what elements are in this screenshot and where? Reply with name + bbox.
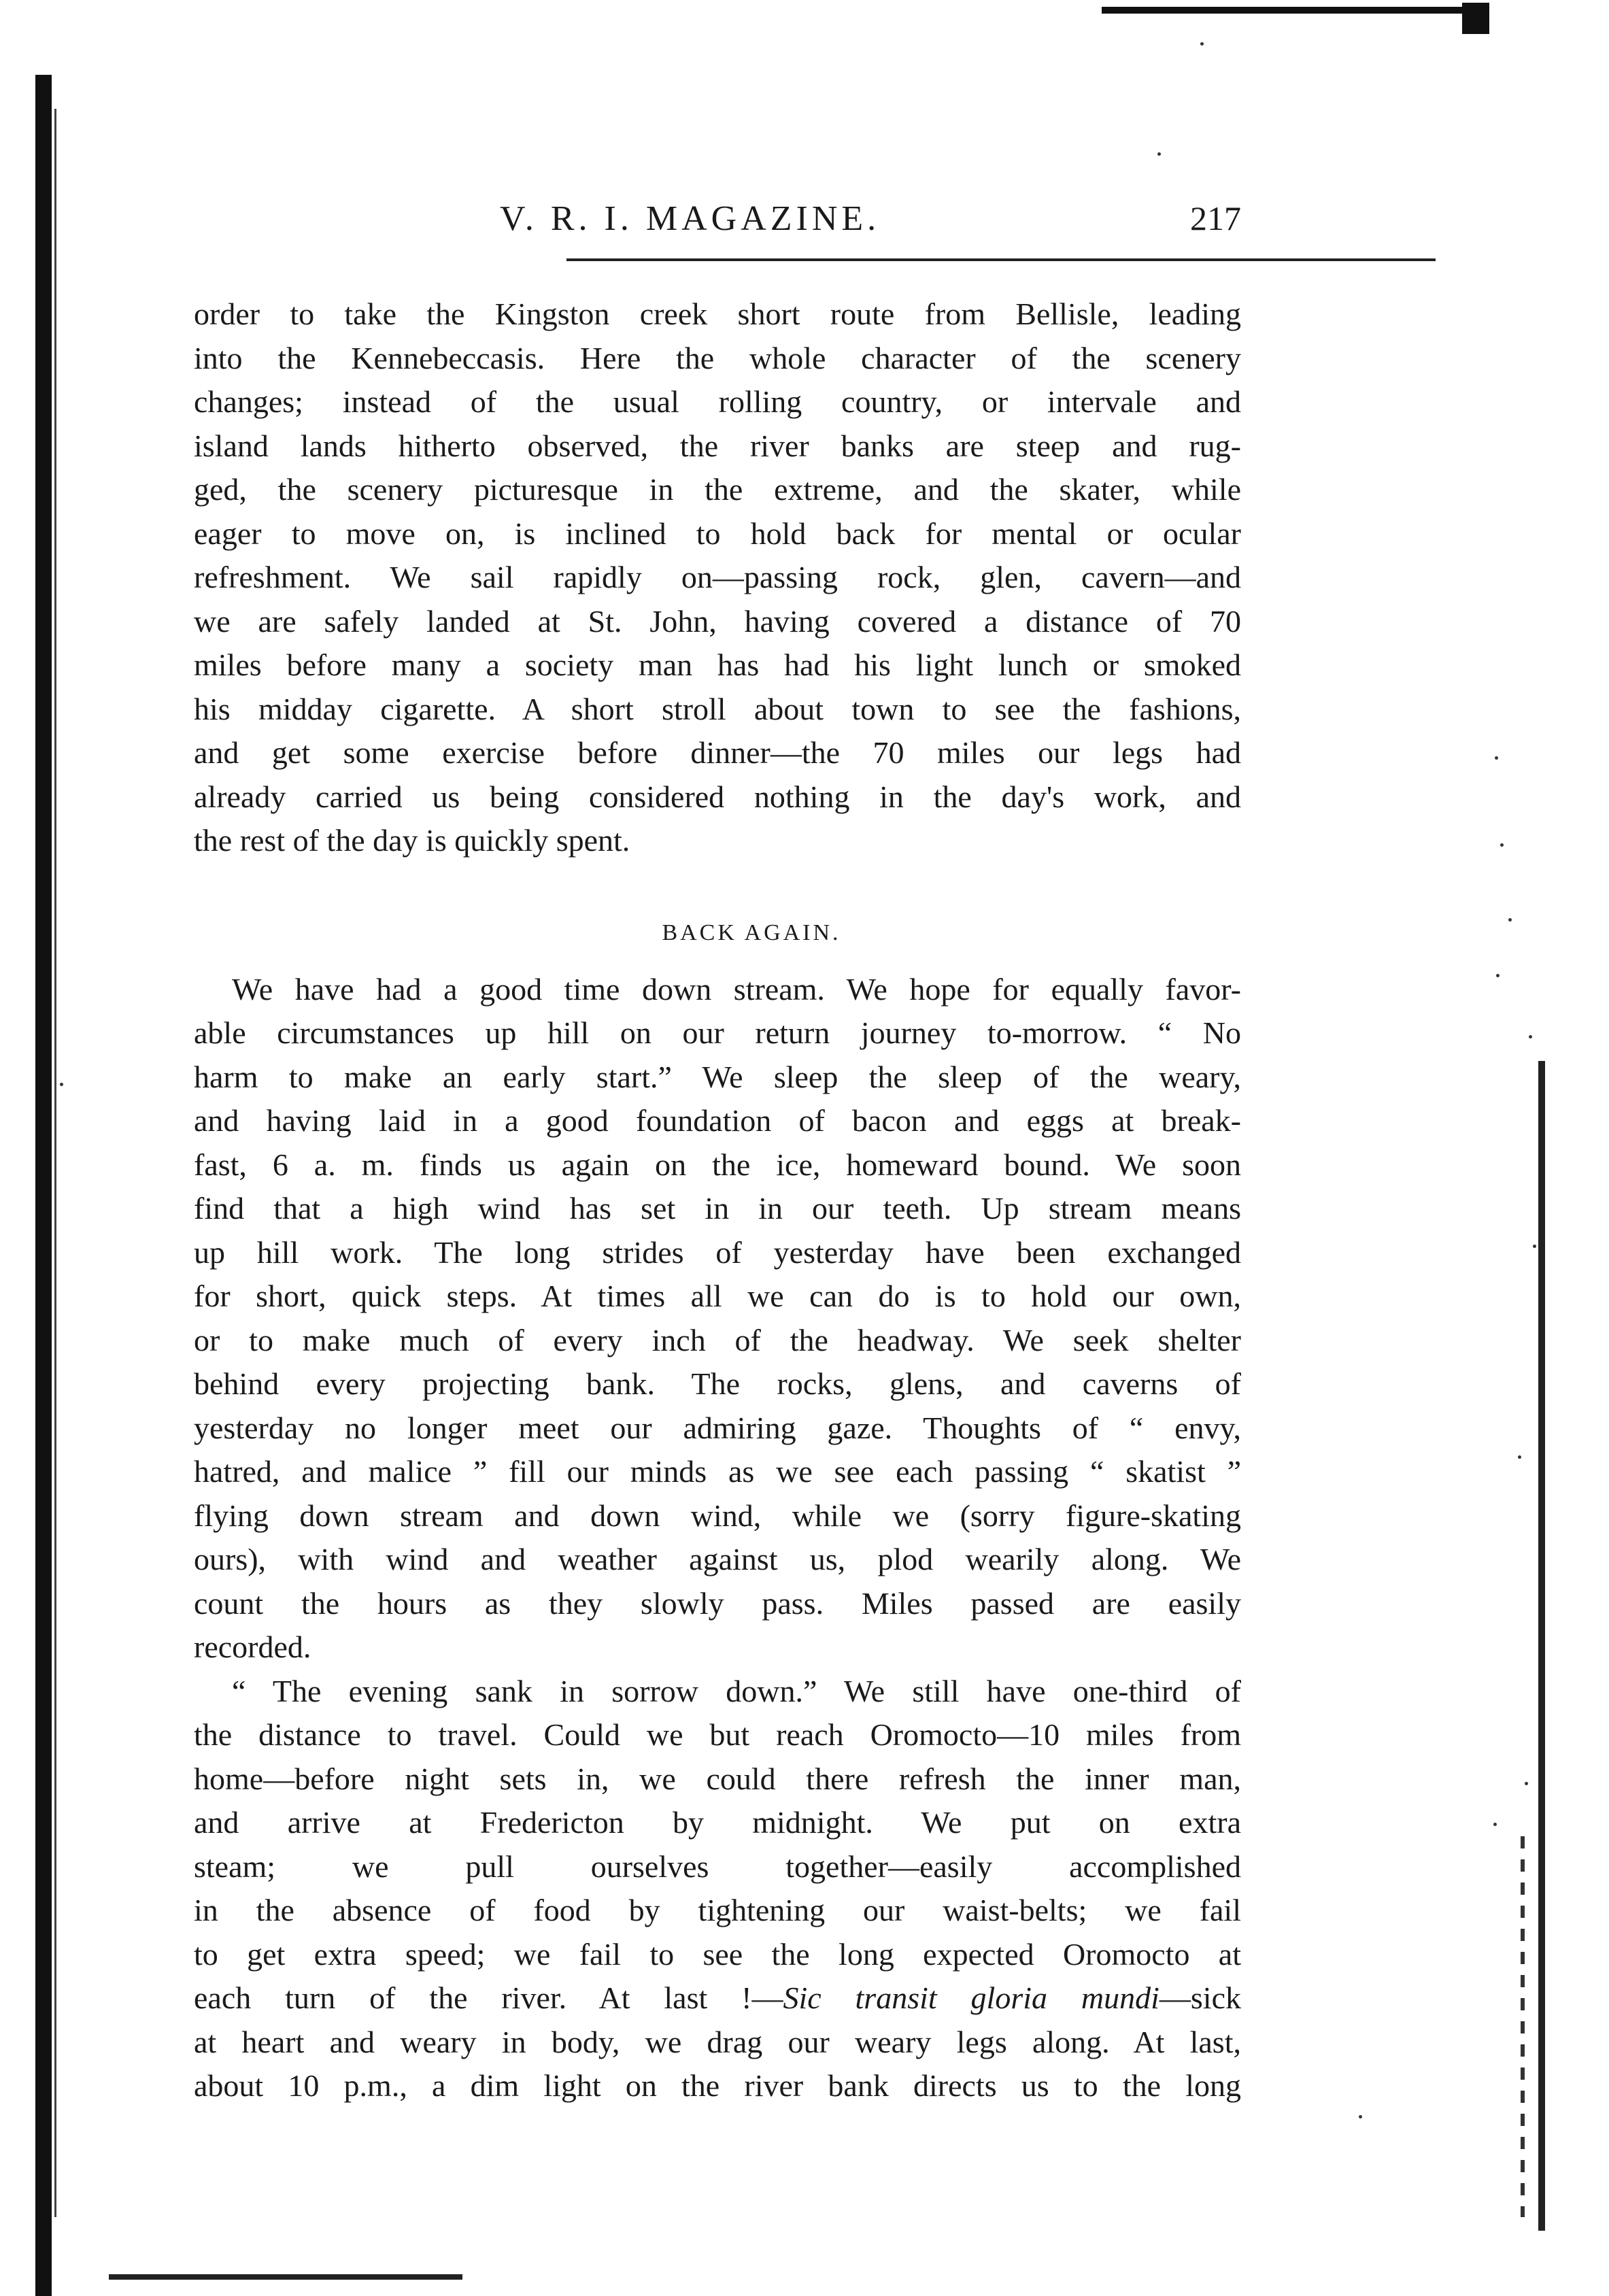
text-line: eager to move on, is inclined to hold back for mental or ocular [194,516,1241,551]
text-line-with-latin [194,1976,1241,2021]
scan-border-right [1538,1061,1545,2231]
text-line: for short, quick steps. At times all we can do is to hold our own, [194,1279,1241,1313]
text-line: ours), with wind and weather against us, plod wearily along. We [194,1542,1241,1576]
text-line: and get some exercise before dinner—the 70 miles our legs had [194,735,1241,770]
text-line: refreshment. We sail rapidly on—passing rock, glen, cavern—and [194,560,1241,594]
text-line: find that a high wind has set in in our teeth. Up stream means [194,1191,1241,1226]
scan-border-bottom [109,2274,462,2280]
text-line: up hill work. The long strides of yesterday have been exchanged [194,1234,1241,1270]
text-line: or to make much of every inch of the headway. We seek shelter [194,1322,1241,1357]
text-line: harm to make an early start.” We sleep the sleep of the weary, [194,1059,1241,1094]
text-line: “ The evening sank in sorrow down.” We still have one-third of [232,1673,1241,1708]
text-segment: each turn of the river. At last !— [194,1980,783,2015]
text-line: fast, 6 a. m. finds us again on the ice, homeward bound. We soon [194,1147,1241,1182]
text-line: already carried us being considered nothing in the day's work, and [194,779,1241,814]
text-line: we are safely landed at St. John, having covered a distance of 70 [194,603,1241,639]
text-line: behind every projecting bank. The rocks, glens, and caverns of [194,1366,1241,1401]
latin-phrase: Sic transit gloria mundi [783,1980,1159,2015]
text-line: in the absence of food by tightening our waist-belts; we fail [194,1893,1241,1927]
text-segment: —sick [1159,1980,1241,2015]
scan-border-top [1102,7,1489,14]
text-line: his midday cigarette. A short stroll about town to see the fashions, [194,691,1241,726]
text-line: into the Kennebeccasis. Here the whole character of the scenery [194,340,1241,375]
text-line: to get extra speed; we fail to see the long expected Oromocto at [194,1936,1241,1972]
scan-border-left [35,75,52,2296]
paragraph-1 [194,292,1241,863]
running-header [194,190,1241,252]
scan-border-top-corner [1462,3,1489,34]
section-heading: BACK AGAIN. [662,919,841,945]
text-line: changes; instead of the usual rolling country, or intervale and [194,384,1241,419]
text-line: hatred, and malice ” fill our minds as we see each passing “ skatist ” [194,1454,1241,1489]
page-number: 217 [1190,199,1241,237]
text-line: miles before many a society man has had his light lunch or smoked [194,647,1241,682]
text-line: and having laid in a good foundation of bacon and eggs at break- [194,1103,1241,1138]
text-line: recorded. [194,1630,311,1664]
text-line: the distance to travel. Could we but reach Oromocto—10 miles from [194,1717,1241,1752]
text-line: steam; we pull ourselves together—easily accomplished [194,1848,1241,1884]
text-line: We have had a good time down stream. We hope for equally favor- [232,971,1241,1007]
text-line: and arrive at Fredericton by midnight. We put on extra [194,1805,1241,1840]
text-line: count the hours as they slowly pass. Miles passed are easily [194,1585,1241,1621]
header-rule [566,258,1436,261]
text-line: flying down stream and down wind, while we (sorry figure-skating [194,1498,1241,1533]
article-body [194,292,1241,2108]
paragraph-2 [194,968,1241,1670]
text-line: the rest of the day is quickly spent. [194,823,630,858]
text-line: island lands hitherto observed, the river banks are steep and rug- [194,428,1241,463]
text-line: home—before night sets in, we could there refresh the inner man, [194,1761,1241,1796]
text-line: ged, the scenery picturesque in the extreme, and the skater, while [194,472,1241,507]
running-title: V. R. I. MAGAZINE. [500,199,881,238]
text-line: order to take the Kingston creek short route from Bellisle, leading [194,297,1241,331]
text-line: yesterday no longer meet our admiring gaze. Thoughts of “ envy, [194,1410,1241,1445]
text-line: at heart and weary in body, we drag our weary legs along. At last, [194,2024,1241,2059]
text-line: able circumstances up hill on our return journey to-morrow. “ No [194,1015,1241,1050]
scan-border-left-inner [54,109,56,2217]
scan-border-right-dashed [1521,1836,1525,2217]
paragraph-3 [194,1670,1241,2108]
text-line: about 10 p.m., a dim light on the river bank directs us to the long [194,2068,1241,2103]
